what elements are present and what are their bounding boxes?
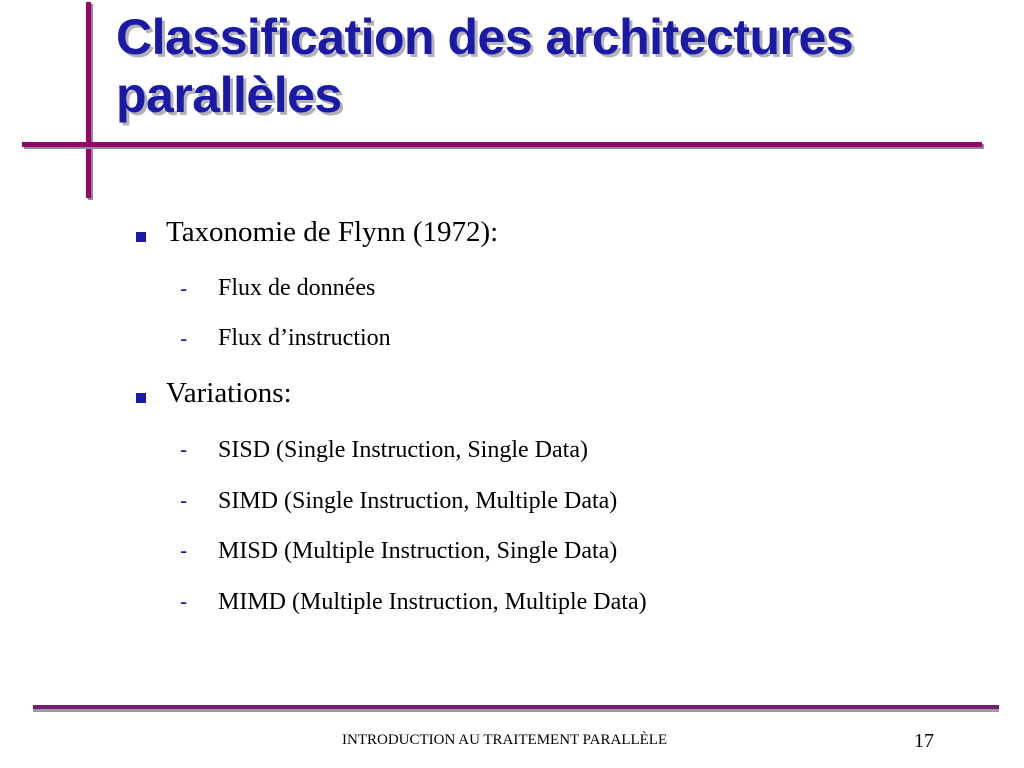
section-heading-variations: Variations: [166, 377, 292, 409]
section-heading-flynn: Taxonomie de Flynn (1972): [166, 216, 499, 248]
title-horizontal-rule [22, 142, 982, 147]
page-number: 17 [914, 730, 934, 752]
footer-text: INTRODUCTION AU TRAITEMENT PARALLÈLE [342, 732, 668, 748]
dash-bullet-icon: - [180, 437, 188, 462]
dash-bullet-icon: - [180, 276, 188, 301]
dash-bullet-icon: - [180, 488, 188, 513]
list-item: MISD (Multiple Instruction, Single Data) [218, 538, 618, 564]
list-item: SIMD (Single Instruction, Multiple Data) [218, 488, 618, 514]
square-bullet-icon [136, 232, 146, 242]
slide-title-line-1: Classification des architectures [116, 9, 854, 65]
footer-rule [33, 705, 999, 709]
square-bullet-icon [136, 393, 146, 403]
slide-title-line-2: parallèles [116, 67, 342, 123]
list-item: MIMD (Multiple Instruction, Multiple Data) [218, 589, 647, 615]
title-vertical-rule [86, 2, 91, 198]
dash-bullet-icon: - [180, 589, 188, 614]
dash-bullet-icon: - [180, 326, 188, 351]
slide-title [116, 8, 996, 124]
dash-bullet-icon: - [180, 538, 188, 563]
list-item: SISD (Single Instruction, Single Data) [218, 437, 588, 463]
list-item: Flux d’instruction [218, 325, 391, 351]
list-item: Flux de données [218, 275, 376, 301]
